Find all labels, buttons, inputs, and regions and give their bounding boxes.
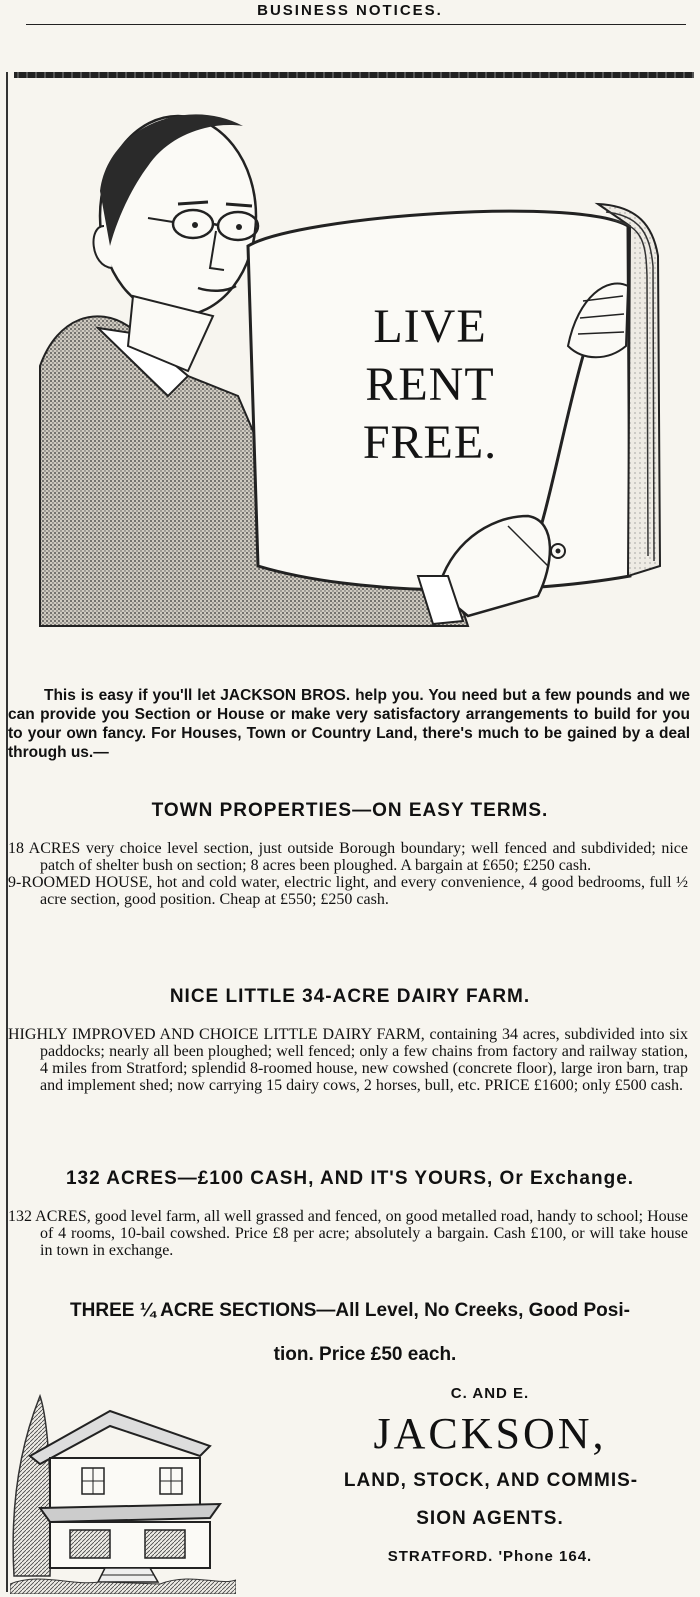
listing-9-roomed-house: 9-ROOMED HOUSE, hot and cold water, electric light, and every convenience, 4 good bedrooms, full ½ acre section, good position. Cheap at £550; £250 cash. (8, 874, 688, 908)
agent-address: STRATFORD. 'Phone 164. (387, 1548, 593, 1565)
listing-18-acres: 18 ACRES very choice level section, just outside Borough boundary; well fenced and subdivided; nice patch of shelter bush on section; 8 acres been ploughed. A bargain at £650; £250 cash. (8, 840, 688, 874)
listing-dairy-farm: HIGHLY IMPROVED AND CHOICE LITTLE DAIRY FARM, containing 34 acres, subdivided into six paddocks; nearly all been ploughed; well fenced; only a few chains from factory and railway station, 4 miles from Stratford; splendid 8-roomed house, new cowshed (concrete floor), large iron barn, trap and implement shed; now carrying 15 dairy cows, 2 horses, bull, etc. PRICE £1600; only £500 cash. (8, 1026, 688, 1094)
heading-dairy-farm: NICE LITTLE 34-ACRE DAIRY FARM. (169, 986, 531, 1007)
page-header (0, 0, 700, 30)
header-rule (26, 24, 686, 25)
agent-name: JACKSON, (373, 1409, 607, 1458)
sign-line-rent: RENT (365, 358, 495, 411)
intro-paragraph: This is easy if you'll let JACKSON BROS. help you. You need but a few pounds and we can provide you Section or House or make very satisfactory arrangements to build for you to your own fancy. For Houses, Town or Country Land, there's much to be gained by a deal through us.— (8, 687, 690, 761)
advert-top-rule (14, 72, 694, 78)
sign-line-live: LIVE (373, 300, 487, 353)
section-town-properties (4, 840, 688, 908)
sign-line-free: FREE. (362, 416, 498, 469)
heading-town-properties: TOWN PROPERTIES—ON EASY TERMS. (151, 800, 549, 821)
agent-line2: SION AGENTS. (416, 1508, 564, 1529)
agent-initials: C. AND E. (450, 1385, 530, 1402)
header-title: BUSINESS NOTICES. (257, 2, 443, 19)
sections-offer-line1: THREE ¼ ACRE SECTIONS—All Level, No Creeks, Good Posi- (70, 1300, 630, 1321)
heading-132-acres: 132 ACRES—£100 CASH, AND IT'S YOURS, Or Exchange. (65, 1168, 635, 1189)
section-132-acres (4, 1208, 688, 1259)
sections-offer-line2: tion. Price £50 each. (273, 1344, 457, 1365)
house-illustration (10, 1386, 236, 1594)
listing-132-acres: 132 ACRES, good level farm, all well grassed and fenced, on good metalled road, handy to school; House of 4 rooms, 10-bail cowshed. Price £8 per acre; absolutely a bargain. Cash £100, or will take house in town in exchange. (8, 1208, 688, 1259)
sign-text (340, 298, 520, 472)
section-dairy-farm (4, 1026, 688, 1094)
agent-line1: LAND, STOCK, AND COMMIS- (343, 1470, 639, 1491)
